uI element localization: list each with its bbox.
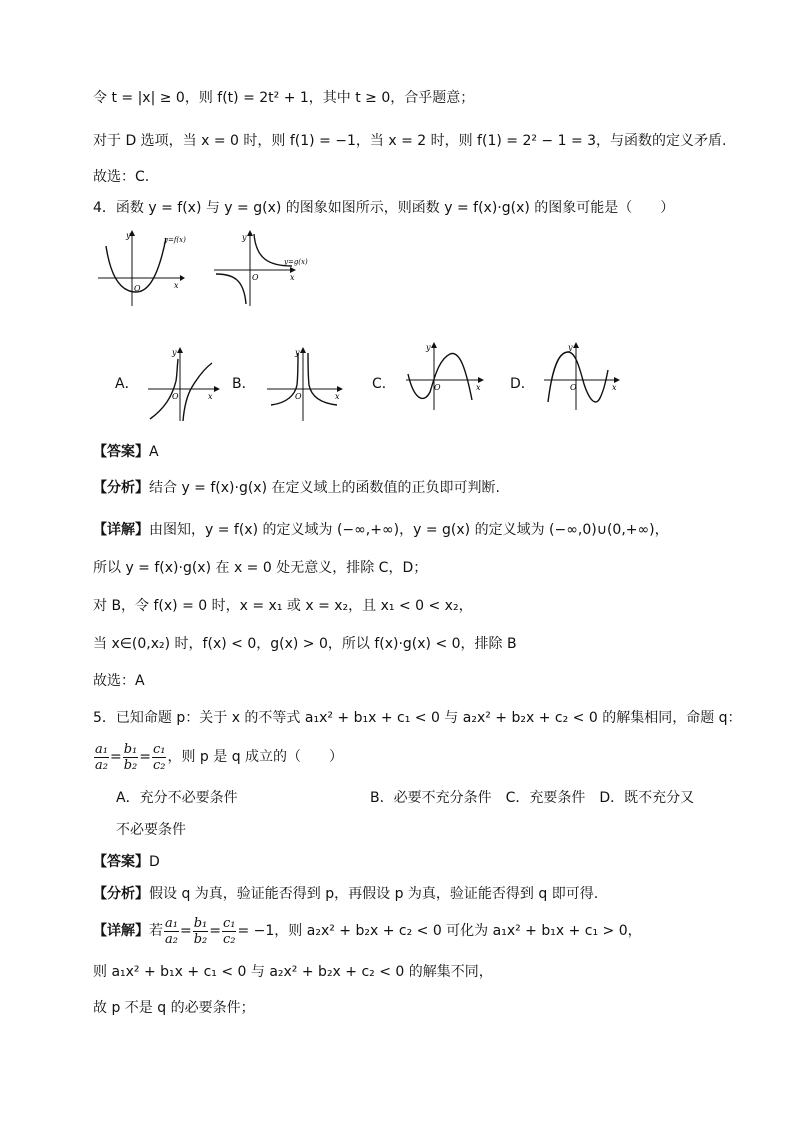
- answer-5-value: D: [149, 854, 160, 870]
- detail-4-line-2: 所以 y = f(x)·g(x) 在 x = 0 处无意义，排除 C，D；: [93, 560, 428, 576]
- analysis-4-text: 结合 y = f(x)·g(x) 在定义域上的函数值的正负即可判断.: [149, 480, 500, 496]
- choice-c-label: C．: [372, 376, 396, 392]
- fraction-a: [94, 742, 109, 773]
- question-5-line-1: 5．已知命题 p：关于 x 的不等式 a₁x² + b₁x + c₁ < 0 与 a₂x² + b₂x + c₂ < 0 的解集相同，命题 q：: [93, 710, 742, 726]
- fraction-c2-num: c₁: [222, 915, 236, 931]
- fraction-a2-num: a₁: [165, 915, 178, 931]
- text-line-3: 故选：C.: [93, 169, 150, 185]
- detail-5-post: = −1，则 a₂x² + b₂x + c₂ < 0 可化为 a₁x² + b₁x + c₁ > 0，: [237, 923, 642, 939]
- fraction-b2-den: b₂: [193, 931, 208, 947]
- choice-c-axis-y: y: [426, 343, 431, 352]
- analysis-5: [93, 884, 754, 904]
- answer-5-tag: 【答案】: [93, 854, 149, 870]
- fraction-b2-num: b₁: [193, 915, 208, 931]
- answer-4: [93, 442, 754, 462]
- choice-b-origin: O: [295, 392, 302, 401]
- choice-c-origin: O: [434, 383, 441, 392]
- answer-tag: 【答案】: [93, 444, 149, 460]
- option-5-a: A．充分不必要条件: [116, 790, 238, 806]
- choice-a-origin: O: [172, 392, 179, 401]
- choice-a-axis-y: y: [172, 348, 177, 357]
- text-line-1: 令 t = |x| ≥ 0，则 f(t) = 2t² + 1，其中 t ≥ 0，合乎题意；: [93, 90, 475, 106]
- fraction-c2: [222, 916, 237, 947]
- analysis-5-text: 假设 q 为真，验证能否得到 p，再假设 p 为真，验证能否得到 q 即可得.: [149, 886, 599, 902]
- analysis-tag: 【分析】: [93, 480, 149, 496]
- detail-5-line-3: 故 p 不是 q 的必要条件；: [93, 1000, 255, 1016]
- choice-d-axis-y: y: [568, 343, 573, 352]
- choice-b-label: B．: [232, 376, 256, 392]
- question-5-tail: ，则 p 是 q 成立的（ ）: [167, 749, 344, 765]
- graph-g-axis-y: y: [242, 233, 247, 242]
- graph-g-origin: O: [252, 273, 259, 282]
- fraction-b: [123, 742, 139, 773]
- graph-f-axis-y: y: [126, 231, 131, 240]
- choice-a-graph: [146, 345, 226, 423]
- choice-a-axis-x: x: [208, 392, 213, 401]
- analysis-5-tag: 【分析】: [93, 886, 149, 902]
- graph-f: [96, 228, 188, 308]
- fraction-b2: [193, 916, 209, 947]
- graph-g-label: y=g(x): [284, 258, 308, 266]
- fraction-b-num: b₁: [123, 741, 138, 757]
- choice-d-graph: [542, 340, 626, 412]
- detail-4-line-4: 当 x∈(0,x₂) 时，f(x) < 0，g(x) > 0，所以 f(x)·g(x) < 0，排除 B: [93, 636, 517, 652]
- graph-f-label: y=f(x): [164, 236, 186, 244]
- graph-f-origin: O: [134, 284, 141, 293]
- detail-4-text-1: 由图知，y = f(x) 的定义域为 (−∞,+∞)，y = g(x) 的定义域为 (−∞,0)∪(0,+∞)，: [149, 522, 669, 538]
- option-5-bcd: B．必要不充分条件 C．充要条件 D．既不充分又: [370, 790, 695, 806]
- detail-4-line-1: [93, 520, 754, 540]
- fraction-c-num: c₁: [152, 741, 166, 757]
- fraction-c: [152, 742, 167, 773]
- fraction-a2: [164, 916, 179, 947]
- detail-5-tag: 【详解】: [93, 923, 149, 939]
- detail-4-line-5: 故选：A: [93, 673, 145, 689]
- detail-4-line-3: 对 B，令 f(x) = 0 时，x = x₁ 或 x = x₂，且 x₁ < 0 < x₂，: [93, 598, 473, 614]
- fraction-a-den: a₂: [95, 757, 108, 773]
- question-5-line-2: $\frac{\text{a₁}}{\text{a₂}}$ = $\frac{\text{b₁}}{\text{b₂}}$ = $\frac{\text{c₁}}{\text{c₂}}$ ，则 p 是 q 成立的（ ）: [95, 741, 344, 773]
- choice-d-axis-x: x: [612, 383, 617, 392]
- option-5-d-cont: 不必要条件: [116, 822, 186, 838]
- choice-c-graph: [404, 340, 488, 412]
- choice-d-origin: O: [570, 383, 577, 392]
- question-4: 4．函数 y = f(x) 与 y = g(x) 的图象如图所示，则函数 y = f(x)·g(x) 的图象可能是（ ）: [93, 200, 675, 216]
- fraction-a-num: a₁: [95, 741, 108, 757]
- graph-g: [212, 228, 312, 308]
- fraction-b-den: b₂: [123, 757, 138, 773]
- fraction-a2-den: a₂: [165, 931, 178, 947]
- fraction-c-den: c₂: [152, 757, 166, 773]
- graph-g-axis-x: x: [290, 273, 295, 282]
- detail-5-pre: 若: [149, 923, 163, 939]
- answer-4-value: A: [149, 444, 159, 460]
- fraction-c2-den: c₂: [222, 931, 236, 947]
- choice-c-axis-x: x: [476, 383, 481, 392]
- graph-f-axis-x: x: [174, 281, 179, 290]
- detail-5-line-1: 【详解】若 $\frac{\text{a₁}}{\text{a₂}}$ = $\frac{\text{b₁}}{\text{b₂}}$ = $\frac{\text{c₁}}{\text{c₂}}$ = −1，则 a₂x² + b₂x + c₂ < 0 可化为 a₁x² + b₁x + c₁ > 0，: [93, 915, 642, 947]
- choice-a-label: A．: [115, 376, 139, 392]
- answer-5: [93, 852, 754, 872]
- text-line-2: 对于 D 选项，当 x = 0 时，则 f(1) = −1，当 x = 2 时，则 f(1) = 2² − 1 = 3，与函数的定义矛盾.: [93, 133, 727, 149]
- choice-d-label: D．: [510, 376, 535, 392]
- detail-5-line-2: 则 a₁x² + b₁x + c₁ < 0 与 a₂x² + b₂x + c₂ < 0 的解集不同，: [93, 964, 493, 980]
- detail-tag: 【详解】: [93, 522, 149, 538]
- choice-b-axis-x: x: [335, 392, 340, 401]
- analysis-4: [93, 478, 754, 498]
- choice-b-graph: [265, 345, 349, 423]
- choice-b-axis-y: y: [295, 348, 300, 357]
